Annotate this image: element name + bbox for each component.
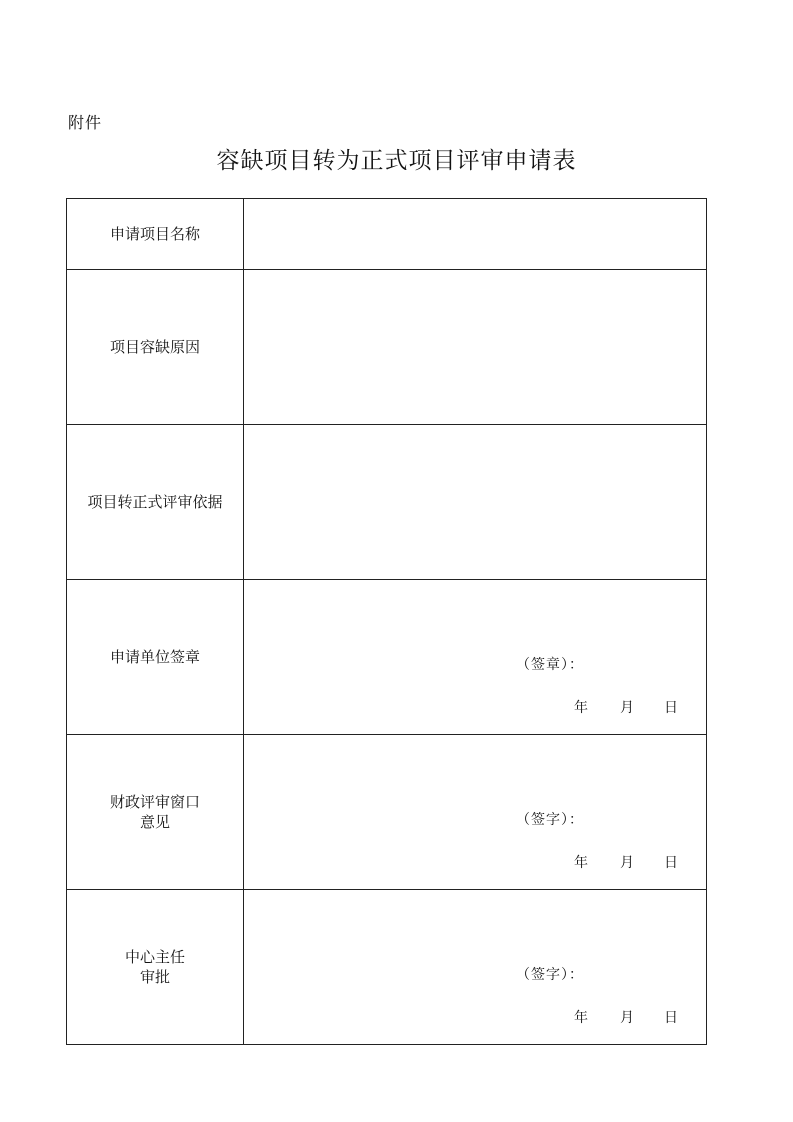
- row-deferral-reason: [67, 270, 707, 425]
- label-line-2: 审批: [139, 968, 170, 986]
- row-finance-review-opinion: [67, 735, 707, 890]
- label-director-approval: [67, 890, 244, 1045]
- date-year-label: 年: [574, 1010, 588, 1026]
- signature-label: （签字）：: [516, 812, 584, 828]
- seal-label: （签章）：: [516, 657, 584, 673]
- field-deferral-reason[interactable]: [244, 270, 707, 425]
- signature-block: [244, 934, 706, 1044]
- label-finance-review-opinion: [67, 735, 244, 890]
- field-applicant-seal[interactable]: [244, 580, 707, 735]
- date-day-label: 日: [664, 1010, 678, 1026]
- form-title: 容缺项目转为正式项目评审申请表: [216, 148, 577, 174]
- row-review-basis: [67, 425, 707, 580]
- date-month-label: 月: [620, 1010, 634, 1026]
- signature-block: [244, 779, 706, 889]
- signature-block: [244, 624, 706, 734]
- field-finance-review-opinion[interactable]: [244, 735, 707, 890]
- field-review-basis[interactable]: [244, 425, 707, 580]
- attachment-label: 附件: [68, 113, 103, 132]
- label-line-1: 财政评审窗口: [109, 793, 200, 811]
- label-review-basis: 项目转正式评审依据: [67, 425, 244, 580]
- date-day-label: 日: [664, 855, 678, 871]
- date-year-label: 年: [574, 855, 588, 871]
- date-day-label: 日: [664, 700, 678, 716]
- signature-label: （签字）：: [516, 967, 584, 983]
- date-month-label: 月: [620, 855, 634, 871]
- label-deferral-reason: 项目容缺原因: [67, 270, 244, 425]
- application-form-table: [66, 198, 707, 1045]
- label-line-1: 中心主任: [124, 948, 185, 966]
- field-director-approval[interactable]: [244, 890, 707, 1045]
- label-applicant-seal: 申请单位签章: [67, 580, 244, 735]
- row-applicant-seal: [67, 580, 707, 735]
- date-year-label: 年: [574, 700, 588, 716]
- date-month-label: 月: [620, 700, 634, 716]
- label-line-2: 意见: [139, 813, 170, 831]
- row-director-approval: [67, 890, 707, 1045]
- label-project-name: 申请项目名称: [67, 199, 244, 270]
- field-project-name[interactable]: [244, 199, 707, 270]
- row-project-name: [67, 199, 707, 270]
